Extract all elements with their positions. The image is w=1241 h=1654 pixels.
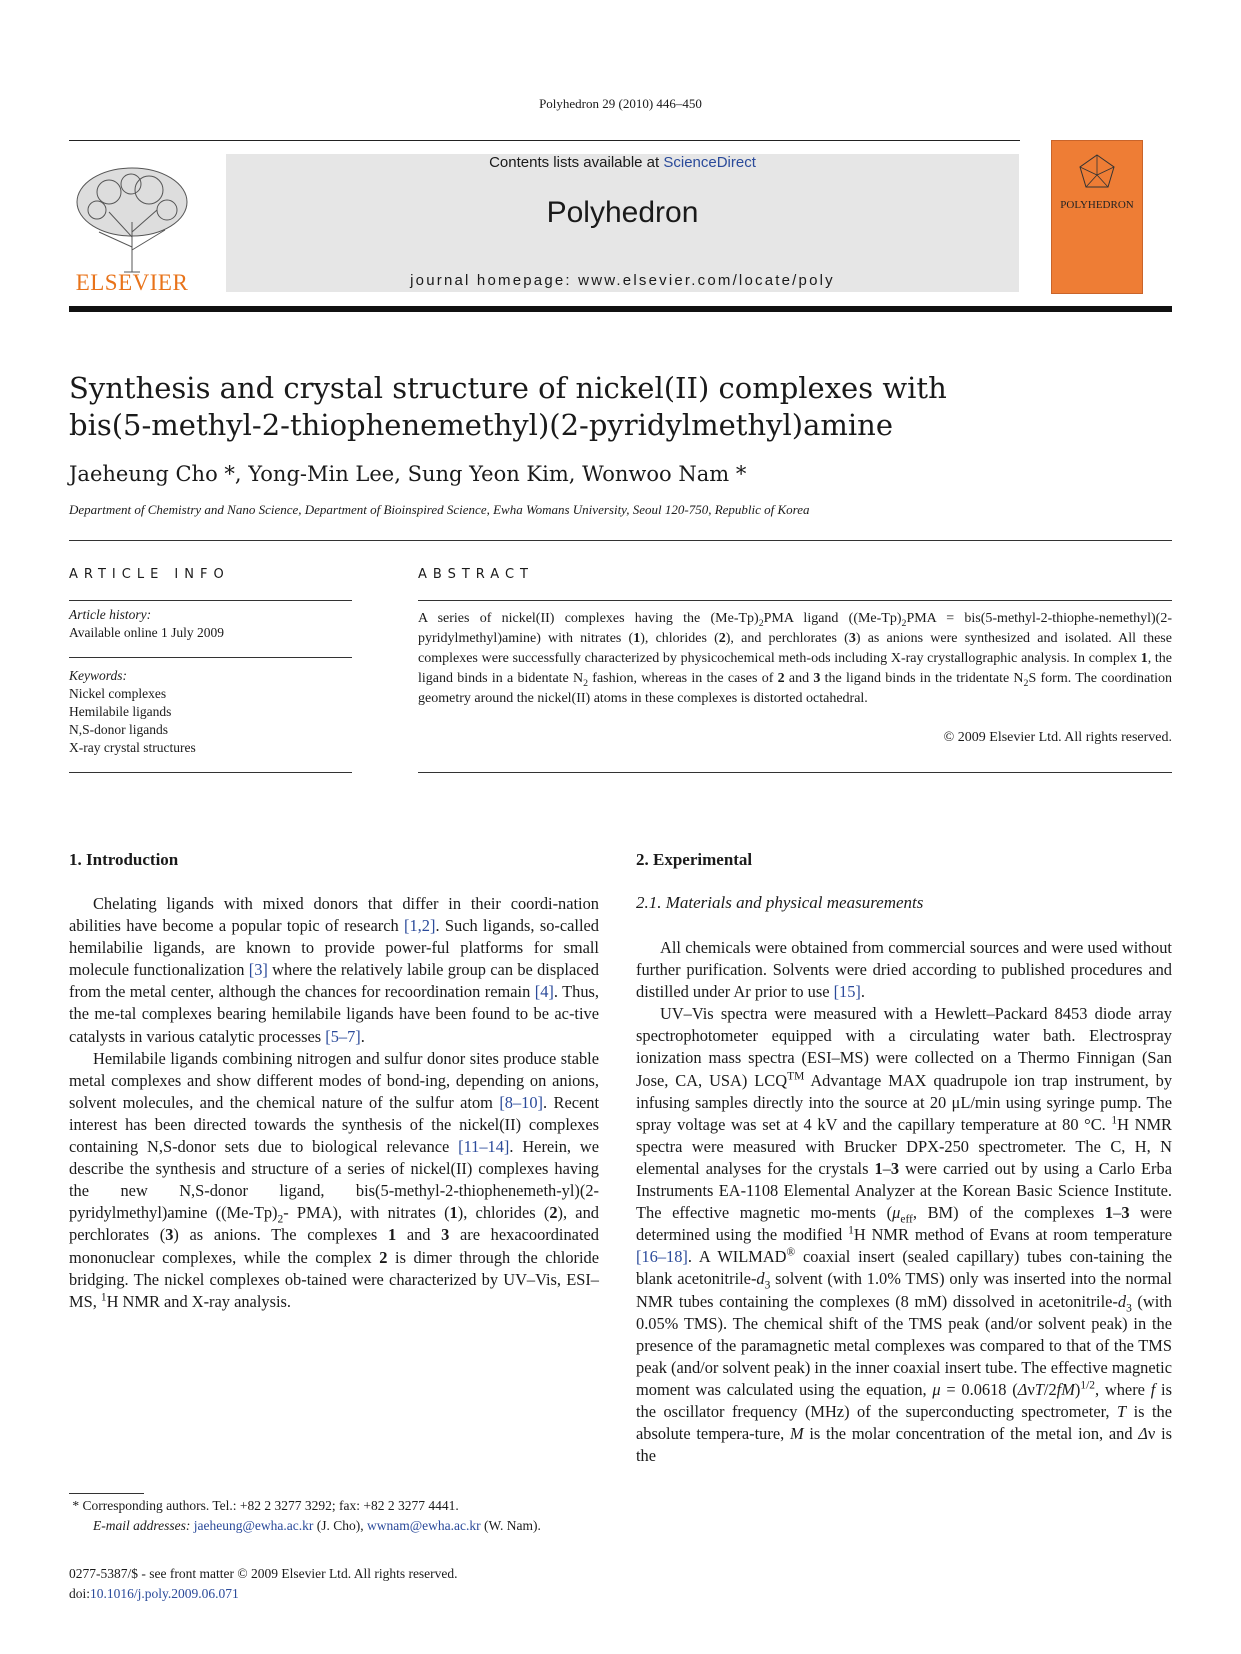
- email-link-cho[interactable]: jaeheung@ewha.ac.kr: [193, 1518, 314, 1533]
- abstract-copyright: © 2009 Elsevier Ltd. All rights reserved.: [943, 730, 1172, 745]
- sciencedirect-link[interactable]: ScienceDirect: [663, 154, 756, 171]
- keyword-item: Hemilabile ligands: [69, 704, 172, 719]
- info-rule-3: [69, 772, 352, 773]
- abstract-rule-top: [418, 600, 1172, 601]
- journal-citation: Polyhedron 29 (2010) 446–450: [539, 96, 702, 111]
- article-info-heading: ARTICLE INFO: [69, 567, 230, 582]
- journal-homepage[interactable]: journal homepage: www.elsevier.com/locate/poly: [410, 272, 835, 289]
- abstract-heading: ABSTRACT: [418, 567, 534, 582]
- polyhedron-icon: [1052, 149, 1142, 199]
- keywords-block: Keywords: Nickel complexes Hemilabile ligands N,S-donor ligands X-ray crystal structures: [69, 667, 352, 757]
- materials-subheading: 2.1. Materials and physical measurements: [636, 893, 924, 912]
- corresponding-footnote: * Corresponding authors. Tel.: +82 2 3277 3292; fax: +82 2 3277 4441. E-mail addresses: jaeheung@ewha.ac.kr (J. Cho), wwnam@ewha.ac.kr (W. Nam).: [69, 1498, 541, 1533]
- cover-title: POLYHEDRON: [1060, 199, 1134, 211]
- experimental-body: All chemicals were obtained from commercial sources and were used without further purification. Solvents were dried according to published procedures and distilled under Ar prior to use [15]. UV–Vis spectra were measured with a Hewlett–Packard 8453 diode array spectrophotometer equipped with a circulating water bath. Electrospray ionization mass spectra (ESI–MS) were collected on a Thermo Finnigan (San Jose, CA, USA) LCQ™ Advantage MAX quadrupole ion trap instrument, by infusing samples directly into the source at 20 μL/min using syringe pump. The spray voltage was set at 4 kV and the capillary temperature at 80 °C. $^1$H NMR spectra were measured with Brucker DPX-250 spectrometer. The C, H, N elemental analyses for the crystals 1–3 were carried out by using a Carlo Erba Instruments EA-1108 Elemental Analyzer at the Korean Basic Science Institute. The effective magnetic mo-ments ($\mu_{eff}$, BM) of the complexes 1–3 were determined using the modified $^1$H NMR method of Evans at room temperature [16–18]. A WILMAD® coaxial insert (sealed capillary) tubes con-taining the blank acetonitrile-$d_3$ solvent (with 1.0% TMS) only was inserted into the normal NMR tubes containing the complexes (8 mM) dissolved in acetonitrile-$d_3$ (with 0.05% TMS). The chemical shift of the TMS peak (and/or solvent peak) in the presence of the paramagnetic metal complexes was compared to that of the TMS peak (and/or solvent peak) in the inner coaxial insert tube. The effective magnetic moment was calculated using the equation, μ = 0.0618 $(\Delta\nu T/2fM)^{1/2}$, where f is the oscillator frequency (MHz) of the superconducting spectrometer, T is the absolute tempera-ture, M is the molar concentration of the metal ion, and Δν is the: [636, 938, 1173, 1466]
- article-title: Synthesis and crystal structure of nickel(II) complexes with bis(5-methyl-2-thiophenemethyl)(2-pyridylmethyl)amine: [69, 371, 947, 442]
- info-rule-2: [69, 657, 352, 658]
- keyword-item: Nickel complexes: [69, 686, 167, 701]
- doi-line: doi:10.1016/j.poly.2009.06.071: [69, 1586, 239, 1601]
- footnote-rule: [69, 1493, 144, 1494]
- contents-line: Contents lists available at ScienceDirect: [489, 154, 756, 171]
- author-list: Jaeheung Cho *, Yong-Min Lee, Sung Yeon Kim, Wonwoo Nam *: [69, 462, 747, 486]
- introduction-body: Chelating ligands with mixed donors that differ in their coordi-nation abilities have become a popular topic of research [1,2]. Such ligands, so-called hemilabilie ligands, are known to provide power-ful platforms for small molecule functionalization [3] where the relatively labile group can be displaced from the metal center, although the chances for recoordination remain [4]. Thus, the me-tal complexes bearing hemilabile ligands have been found to be ac-tive catalysts in various catalytic processes [5–7]. Hemilabile ligands combining nitrogen and sulfur donor sites produce stable metal complexes and show different modes of bond-ing, depending on anions, solvent molecules, and the chemical nature of the sulfur atom [8–10]. Recent interest has been directed towards the synthesis of the nickel(II) complexes containing N,S-donor sets due to biological relevance [11–14]. Herein, we describe the synthesis and structure of a series of nickel(II) complexes having the new N,S-donor ligand, bis(5-methyl-2-thiophenemeth-yl)(2-pyridylmethyl)amine ($(Me-Tp)_2-$ PMA), with nitrates (1), chlorides (2), and perchlorates (3) as anions. The complexes 1 and 3 are hexacoordinated mononuclear complexes, while the complex 2 is dimer through the chloride bridging. The nickel complexes ob-tained were characterized by UV–Vis, ESI–MS, $^1$H NMR and X-ray analysis.: [69, 894, 600, 1311]
- email-link-nam[interactable]: wwnam@ewha.ac.kr: [367, 1518, 481, 1533]
- introduction-heading: 1. Introduction: [69, 850, 179, 869]
- abstract-rule-bottom: [418, 772, 1172, 773]
- experimental-heading: 2. Experimental: [636, 850, 753, 869]
- abstract-text: A series of nickel(II) complexes having the $(Me-Tp)_2PMA$ ligand ($(Me-Tp)_2PMA$ = bis(5-methyl-2-thiophe-nemethyl)(2-pyridylmethyl)amine) with nitrates (1), chlorides (2), and perchlorates (3) as anions were synthesized and isolated. All these complexes were successfully characterized by physicochemical meth-ods including X-ray crystallographic analysis. In complex 1, the ligand binds in a bidentate $N_2$ fashion, whereas in the cases of 2 and 3 the ligand binds in the tridentate $N_2S$ form. The coordination geometry around the nickel(II) atoms in these complexes is distorted octahedral.: [418, 611, 1172, 706]
- article-history: Article history: Available online 1 July 2009: [69, 607, 224, 640]
- journal-masthead: [226, 154, 1019, 292]
- affiliation: Department of Chemistry and Nano Science, Department of Bioinspired Science, Ewha Womans University, Seoul 120-750, Republic of Korea: [69, 502, 810, 517]
- header-rule: [69, 140, 1020, 141]
- issn-line: 0277-5387/$ - see front matter © 2009 Elsevier Ltd. All rights reserved.: [69, 1566, 458, 1581]
- doi-link[interactable]: 10.1016/j.poly.2009.06.071: [90, 1586, 239, 1601]
- header-thick-rule: [69, 306, 1172, 312]
- title-rule: [69, 540, 1172, 541]
- info-rule-1: [69, 600, 352, 601]
- journal-cover-image: [1051, 140, 1143, 294]
- keyword-item: X-ray crystal structures: [69, 740, 196, 755]
- journal-title: Polyhedron: [546, 196, 699, 229]
- elsevier-wordmark: ELSEVIER: [75, 270, 189, 295]
- keyword-item: N,S-donor ligands: [69, 722, 168, 737]
